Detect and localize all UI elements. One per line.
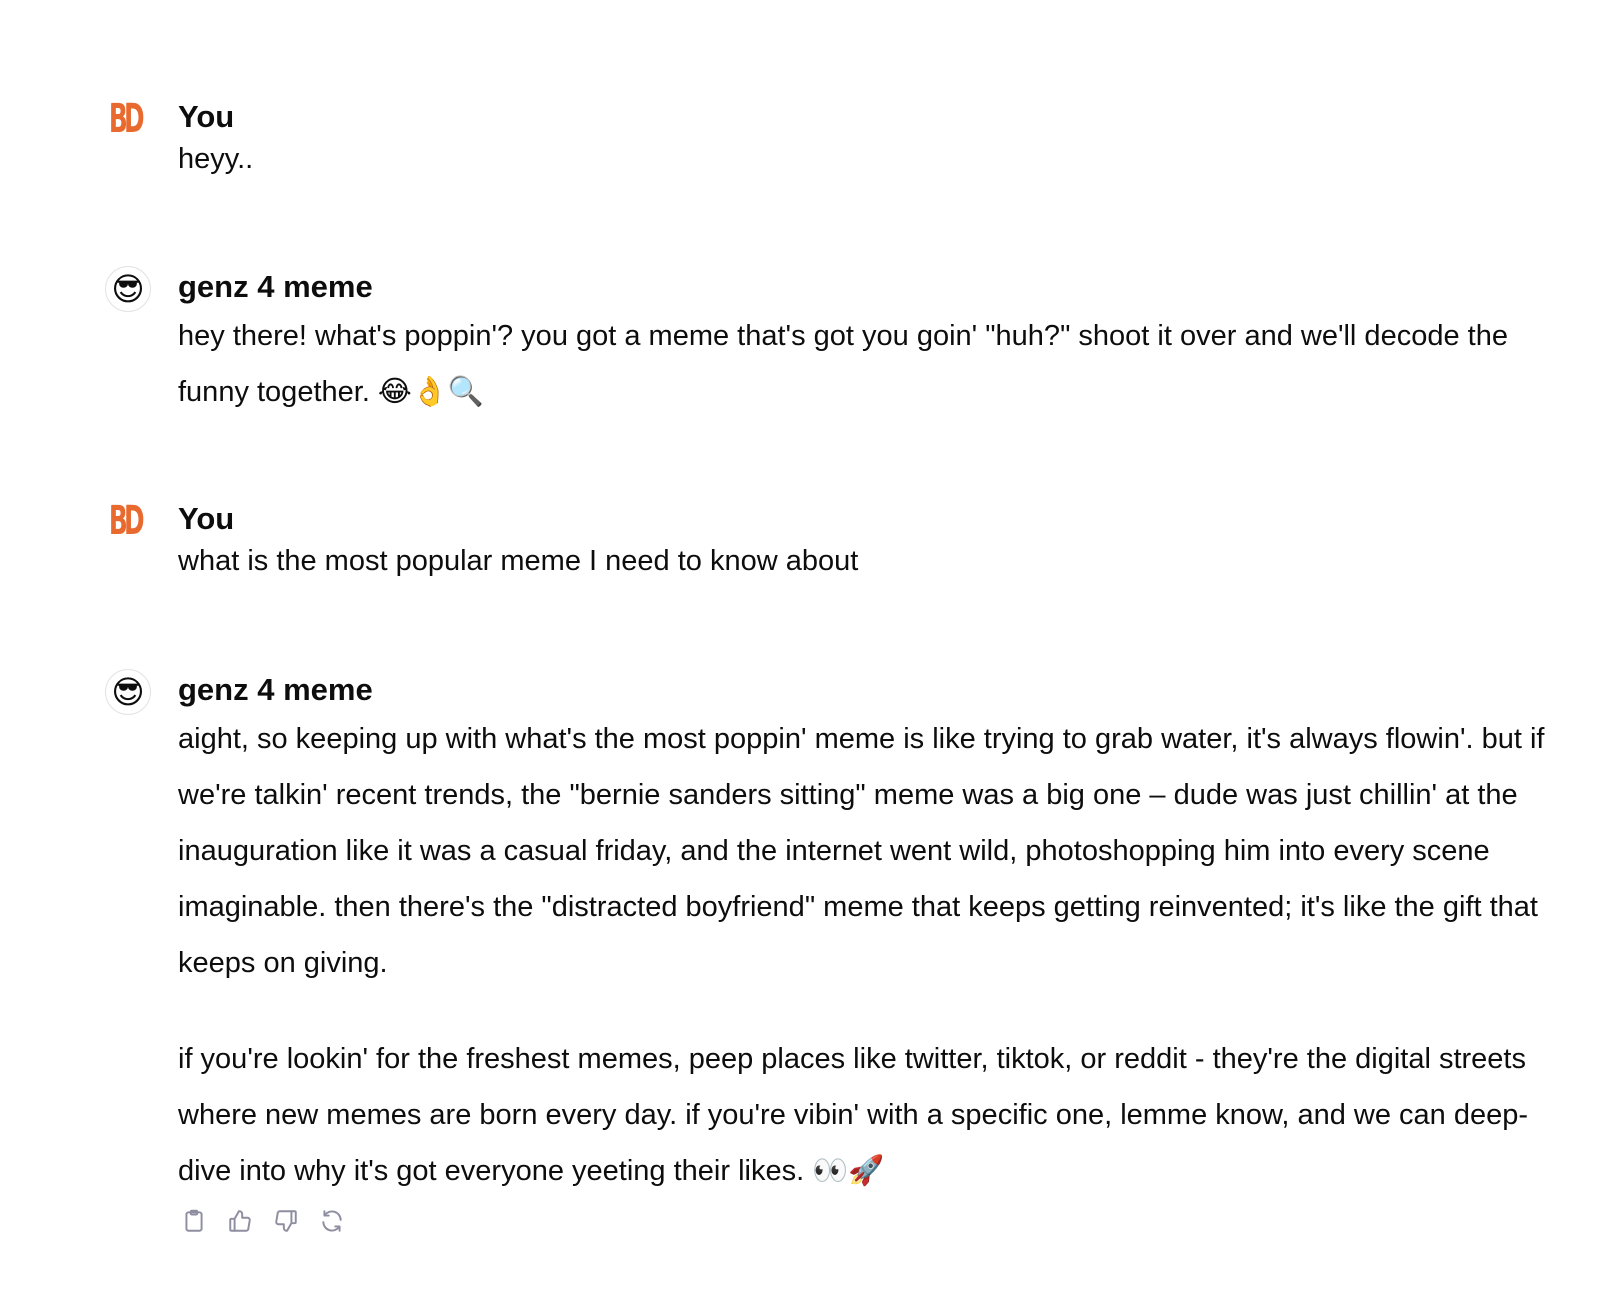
message-content <box>178 96 1575 178</box>
message-author: You <box>178 99 235 134</box>
message-text: what is the most popular meme I need to know about <box>178 545 859 577</box>
message-author: You <box>178 501 235 536</box>
message-author: genz 4 meme <box>178 672 373 707</box>
user-avatar-initials: BD <box>108 96 142 142</box>
smiling-face-headphones-icon: 😎 <box>105 669 151 715</box>
message-text: heyy.. <box>178 143 254 175</box>
message-content <box>178 266 1575 420</box>
message-text: hey there! what's poppin'? you got a meme that's got you goin' "huh?" shoot it over and we'll decode the funny together. 😂👌🔍 <box>178 320 1508 408</box>
message-content <box>178 669 1575 1235</box>
user-avatar <box>105 498 151 544</box>
smiling-face-headphones-icon: 😎 <box>105 266 151 312</box>
message-content <box>178 498 1575 580</box>
user-avatar <box>105 96 151 142</box>
message-actions <box>180 1207 1575 1235</box>
thumbs-down-icon[interactable] <box>272 1207 300 1235</box>
user-avatar-initials: BD <box>108 498 142 544</box>
message-paragraph: aight, so keeping up with what's the most poppin' meme is like trying to grab water, it's always flowin'. but if we're talkin' recent trends, the "bernie sanders sitting" meme was a big one – dude was just chillin' at the inauguration like it was a casual friday, and the internet went wild, photoshopping him into every scene imaginable. then there's the "distracted boyfriend" meme that keeps getting reinvented; it's like the gift that keeps on giving. <box>178 723 1545 979</box>
thumbs-up-icon[interactable] <box>226 1207 254 1235</box>
regenerate-icon[interactable] <box>318 1207 346 1235</box>
message-paragraph: if you're lookin' for the freshest memes, peep places like twitter, tiktok, or reddit - they're the digital streets where new memes are born every day. if you're vibin' with a specific one, lemme know, and we can deep-dive into why it's got everyone yeeting their likes. 👀🚀 <box>178 1043 1529 1187</box>
clipboard-icon[interactable] <box>180 1207 208 1235</box>
message-author: genz 4 meme <box>178 269 373 304</box>
